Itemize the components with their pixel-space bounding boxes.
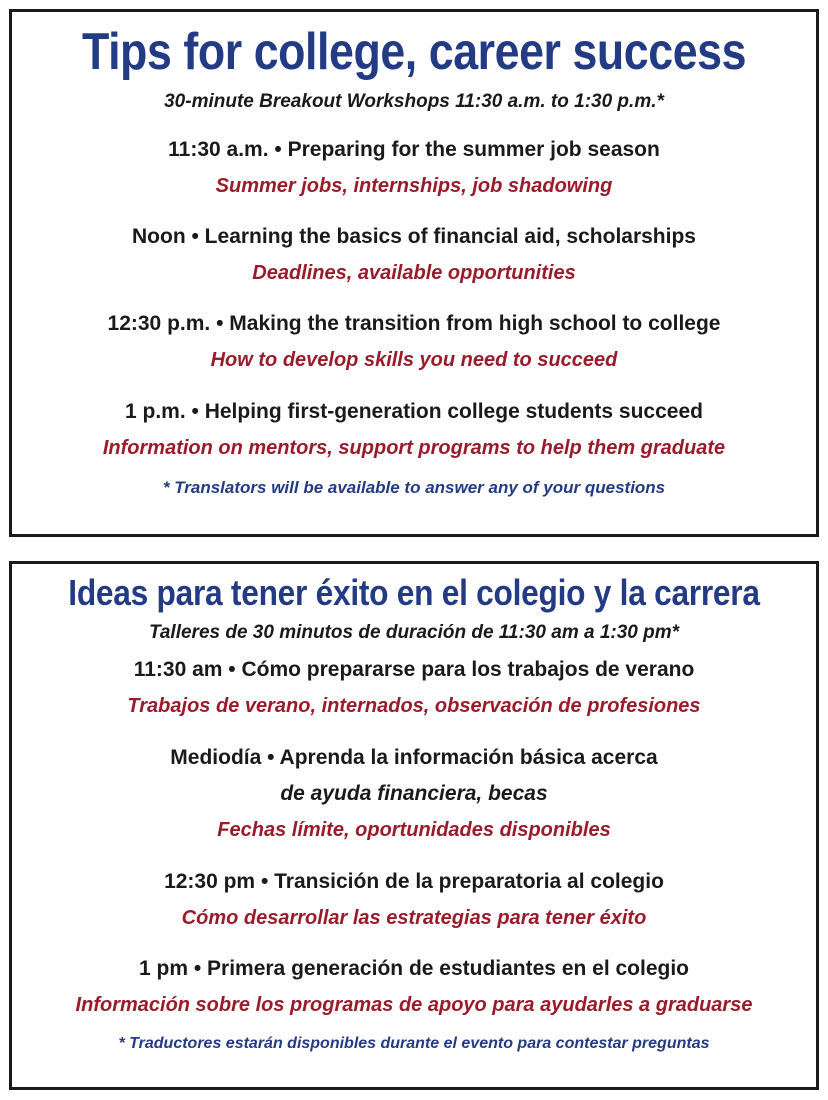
english-session-1-detail: Summer jobs, internships, job shadowing: [215, 175, 613, 197]
spanish-panel: [9, 561, 819, 1090]
spanish-session-2-detail: Fechas límite, oportunidades disponibles: [217, 819, 611, 841]
english-panel: [9, 9, 819, 537]
spanish-session-3-heading: 12:30 pm • Transición de la preparatoria al colegio: [164, 870, 664, 893]
english-subtitle: 30-minute Breakout Workshops 11:30 a.m. to 1:30 p.m.*: [164, 91, 664, 112]
spanish-translator-note: * Traductores estarán disponibles durante el evento para contestar preguntas: [118, 1035, 710, 1052]
english-title: Tips for college, career success: [81, 23, 747, 81]
english-session-4-heading: 1 p.m. • Helping first-generation college students succeed: [125, 400, 703, 423]
spanish-session-4-detail: Información sobre los programas de apoyo para ayudarles a graduarse: [75, 994, 753, 1016]
english-session-1-heading: 11:30 a.m. • Preparing for the summer job season: [168, 138, 660, 161]
english-session-3-heading: 12:30 p.m. • Making the transition from high school to college: [107, 312, 721, 335]
english-session-2-detail: Deadlines, available opportunities: [252, 262, 576, 284]
spanish-title: Ideas para tener éxito en el colegio y la carrera: [68, 572, 760, 613]
spanish-session-1-heading: 11:30 am • Cómo prepararse para los trabajos de verano: [133, 658, 695, 681]
spanish-session-2-heading: Mediodía • Aprenda la información básica acerca: [170, 746, 658, 769]
spanish-session-2-heading-cont: de ayuda financiera, becas: [280, 782, 548, 805]
english-session-3-detail: How to develop skills you need to succeed: [210, 349, 618, 371]
english-session-4-detail: Information on mentors, support programs to help them graduate: [102, 437, 726, 459]
spanish-session-3-detail: Cómo desarrollar las estrategias para tener éxito: [181, 907, 647, 929]
spanish-session-4-heading: 1 pm • Primera generación de estudiantes en el colegio: [138, 957, 690, 980]
spanish-subtitle: Talleres de 30 minutos de duración de 11:30 am a 1:30 pm*: [148, 622, 680, 643]
spanish-session-1-detail: Trabajos de verano, internados, observación de profesiones: [127, 695, 701, 717]
english-translator-note: * Translators will be available to answer any of your questions: [162, 478, 666, 497]
english-session-2-heading: Noon • Learning the basics of financial aid, scholarships: [132, 225, 696, 248]
